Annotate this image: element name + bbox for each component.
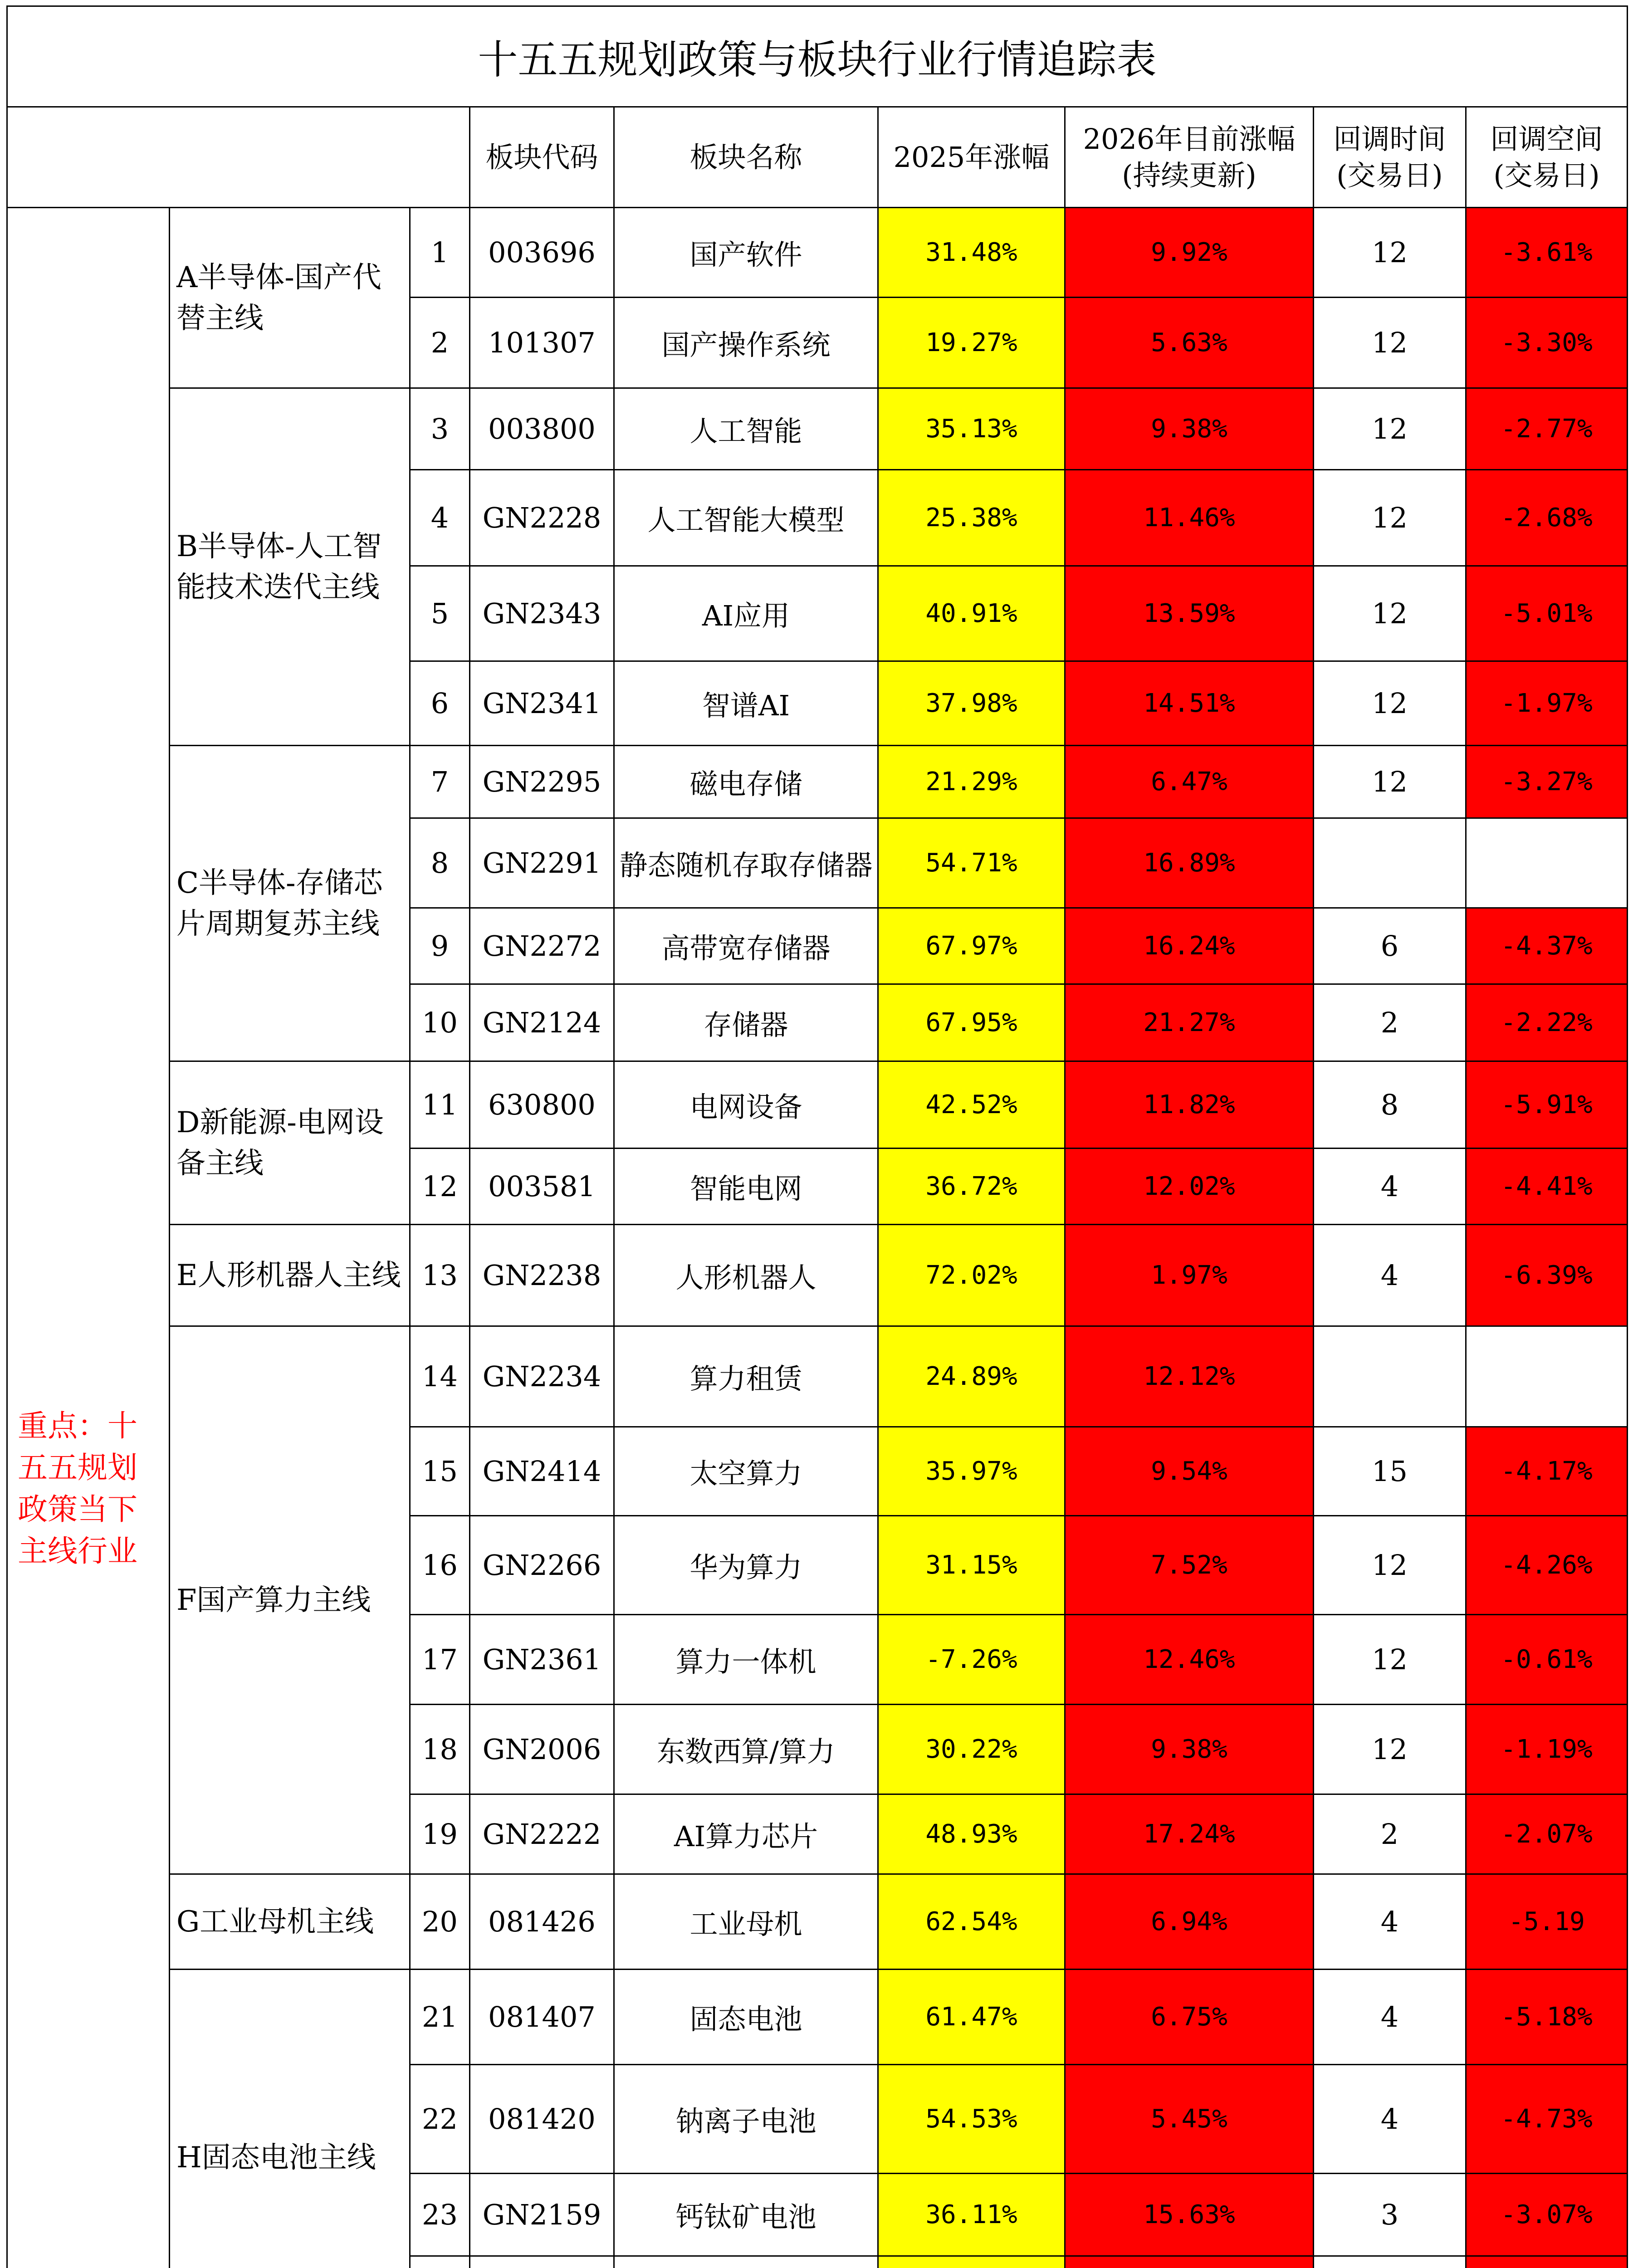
gain-2025: 42.52% [878,1061,1065,1149]
table-row [7,1061,1628,1149]
gain-2025 [878,2256,1065,2268]
pullback-space: -3.30% [1466,298,1628,388]
pullback-days: 8 [1314,1061,1466,1149]
pullback-days [1314,1326,1466,1427]
pullback-days: 4 [1314,1149,1466,1225]
pullback-days: 2 [1314,1794,1466,1874]
gain-2026: 11.82% [1065,1061,1314,1149]
pullback-space: -5.18% [1466,1970,1628,2065]
row-number: 22 [410,2065,470,2174]
gain-2025: 36.72% [878,1149,1065,1225]
section-label: C半导体-存储芯片周期复苏主线 [170,746,410,1061]
pullback-space: -2.07% [1466,1794,1628,1874]
board-name: 人工智能大模型 [614,470,878,566]
gain-2025: 30.22% [878,1705,1065,1794]
board-name: 算力一体机 [614,1615,878,1705]
board-code: GN2266 [470,1516,614,1615]
board-code: 101307 [470,298,614,388]
section-label: D新能源-电网设备主线 [170,1061,410,1225]
table-row [7,1225,1628,1326]
section-label: E人形机器人主线 [170,1225,410,1326]
gain-2026: 9.54% [1065,1427,1314,1516]
header-gain-2026 [1065,107,1314,208]
pullback-days: 2 [1314,984,1466,1061]
table-row [7,208,1628,298]
header-code: 板块代码 [470,107,614,208]
row-number: 21 [410,1970,470,2065]
gain-2025: 19.27% [878,298,1065,388]
board-code: GN2159 [470,2174,614,2256]
pullback-days [1314,818,1466,908]
pullback-days: 12 [1314,1516,1466,1615]
row-number: 23 [410,2174,470,2256]
board-name: 钠离子电池 [614,2065,878,2174]
row-number: 11 [410,1061,470,1149]
row-number: 6 [410,661,470,746]
board-name: 电网设备 [614,1061,878,1149]
board-name: 智能电网 [614,1149,878,1225]
gain-2026: 12.46% [1065,1615,1314,1705]
board-name: 磁电存储 [614,746,878,818]
header-pullback-space [1466,107,1628,208]
section-label: F国产算力主线 [170,1326,410,1874]
pullback-space: -4.26% [1466,1516,1628,1615]
board-code: GN2343 [470,566,614,661]
board-name: 固态电池 [614,1970,878,2065]
pullback-days: 4 [1314,1225,1466,1326]
gain-2026: 15.63% [1065,2174,1314,2256]
pullback-space: -2.68% [1466,470,1628,566]
header-blank [7,107,470,208]
gain-2026: 6.47% [1065,746,1314,818]
pullback-space: -4.73% [1466,2065,1628,2174]
table-row [7,1326,1628,1427]
gain-2026: 5.45% [1065,2065,1314,2174]
row-number: 5 [410,566,470,661]
gain-2025: -7.26% [878,1615,1065,1705]
gain-2025: 24.89% [878,1326,1065,1427]
board-code: GN2234 [470,1326,614,1427]
gain-2026: 9.38% [1065,388,1314,470]
board-code [470,2256,614,2268]
row-number: 2 [410,298,470,388]
gain-2026: 17.24% [1065,1794,1314,1874]
gain-2025: 67.95% [878,984,1065,1061]
pullback-days: 12 [1314,661,1466,746]
pullback-space: -0.61% [1466,1615,1628,1705]
gain-2025: 40.91% [878,566,1065,661]
pullback-space: -4.41% [1466,1149,1628,1225]
gain-2025: 37.98% [878,661,1065,746]
row-number: 7 [410,746,470,818]
header-pullback-space-line1: 回调空间 [1490,122,1603,156]
row-number: 4 [410,470,470,566]
board-code: 081420 [470,2065,614,2174]
row-number: 8 [410,818,470,908]
gain-2025: 54.53% [878,2065,1065,2174]
pullback-space [1466,818,1628,908]
board-code: GN2272 [470,908,614,984]
header-gain-2026-line1: 2026年目前涨幅 [1083,122,1296,156]
gain-2025: 21.29% [878,746,1065,818]
board-name: 静态随机存取存储器 [614,818,878,908]
gain-2026: 12.12% [1065,1326,1314,1427]
pullback-days: 12 [1314,1705,1466,1794]
board-name: 人工智能 [614,388,878,470]
gain-2026: 5.63% [1065,298,1314,388]
gain-2026: 9.92% [1065,208,1314,298]
header-pullback-time [1314,107,1466,208]
pullback-space: -4.17% [1466,1427,1628,1516]
pullback-days [1314,2256,1466,2268]
header-row [7,107,1628,208]
pullback-days: 12 [1314,298,1466,388]
board-name: 华为算力 [614,1516,878,1615]
pullback-space [1466,1326,1628,1427]
gain-2025: 54.71% [878,818,1065,908]
pullback-days: 12 [1314,1615,1466,1705]
gain-2026: 13.59% [1065,566,1314,661]
header-name: 板块名称 [614,107,878,208]
pullback-space [1466,2256,1628,2268]
section-label: G工业母机主线 [170,1874,410,1970]
gain-2025: 48.93% [878,1794,1065,1874]
board-code: GN2228 [470,470,614,566]
pullback-space: -1.19% [1466,1705,1628,1794]
row-number: 12 [410,1149,470,1225]
board-name: 人形机器人 [614,1225,878,1326]
gain-2026: 9.38% [1065,1705,1314,1794]
pullback-space: -3.07% [1466,2174,1628,2256]
board-code: 081407 [470,1970,614,2065]
board-name: 工业母机 [614,1874,878,1970]
pullback-days: 12 [1314,388,1466,470]
board-code: GN2341 [470,661,614,746]
table-title: 十五五规划政策与板块行业行情追踪表 [7,6,1628,107]
section-label: H固态电池主线 [170,1970,410,2268]
gain-2025: 35.97% [878,1427,1065,1516]
gain-2026: 7.52% [1065,1516,1314,1615]
table-row [7,388,1628,470]
gain-2025: 67.97% [878,908,1065,984]
board-name: 存储器 [614,984,878,1061]
gain-2025: 72.02% [878,1225,1065,1326]
row-number: 1 [410,208,470,298]
gain-2025: 35.13% [878,388,1065,470]
board-name: 高带宽存储器 [614,908,878,984]
row-number: 19 [410,1794,470,1874]
pullback-space: -5.91% [1466,1061,1628,1149]
board-name: 东数西算/算力 [614,1705,878,1794]
gain-2026: 16.89% [1065,818,1314,908]
board-name [614,2256,878,2268]
pullback-space: -2.22% [1466,984,1628,1061]
tracking-table [6,5,1628,2268]
header-pullback-space-line2: (交易日) [1493,158,1600,192]
board-code: GN2006 [470,1705,614,1794]
header-gain-2026-line2: (持续更新) [1122,158,1257,192]
header-pullback-time-line1: 回调时间 [1333,122,1446,156]
board-code: GN2222 [470,1794,614,1874]
row-number: 18 [410,1705,470,1794]
pullback-days: 4 [1314,1874,1466,1970]
pullback-days: 12 [1314,566,1466,661]
gain-2026: 11.46% [1065,470,1314,566]
gain-2026 [1065,2256,1314,2268]
board-code: GN2414 [470,1427,614,1516]
pullback-days: 12 [1314,208,1466,298]
row-number: 14 [410,1326,470,1427]
row-number: 9 [410,908,470,984]
tracking-table-sheet [6,5,1627,2268]
gain-2026: 12.02% [1065,1149,1314,1225]
row-number: 13 [410,1225,470,1326]
board-code: GN2361 [470,1615,614,1705]
gain-2025: 36.11% [878,2174,1065,2256]
pullback-space: -1.97% [1466,661,1628,746]
pullback-days: 3 [1314,2174,1466,2256]
pullback-days: 15 [1314,1427,1466,1516]
gain-2025: 31.15% [878,1516,1065,1615]
board-name: 国产软件 [614,208,878,298]
board-code: GN2291 [470,818,614,908]
table-row [7,1874,1628,1970]
gain-2025: 62.54% [878,1874,1065,1970]
gain-2026: 21.27% [1065,984,1314,1061]
row-number: 15 [410,1427,470,1516]
row-number: 10 [410,984,470,1061]
gain-2025: 25.38% [878,470,1065,566]
pullback-days: 4 [1314,1970,1466,2065]
pullback-days: 6 [1314,908,1466,984]
board-code: 003800 [470,388,614,470]
board-name: 钙钛矿电池 [614,2174,878,2256]
header-gain-2025: 2025年涨幅 [878,107,1065,208]
board-code: GN2124 [470,984,614,1061]
board-code: 630800 [470,1061,614,1149]
pullback-space: -4.37% [1466,908,1628,984]
board-code: GN2295 [470,746,614,818]
header-pullback-time-line2: (交易日) [1336,158,1443,192]
gain-2026: 14.51% [1065,661,1314,746]
pullback-days: 12 [1314,746,1466,818]
gain-2026: 6.75% [1065,1970,1314,2065]
board-name: AI应用 [614,566,878,661]
gain-2026: 6.94% [1065,1874,1314,1970]
board-code: GN2238 [470,1225,614,1326]
gain-2025: 31.48% [878,208,1065,298]
gain-2026: 16.24% [1065,908,1314,984]
pullback-space: -3.27% [1466,746,1628,818]
gain-2025: 61.47% [878,1970,1065,2065]
board-code: 003581 [470,1149,614,1225]
pullback-space: -3.61% [1466,208,1628,298]
board-name: AI算力芯片 [614,1794,878,1874]
row-number: 16 [410,1516,470,1615]
board-code: 081426 [470,1874,614,1970]
table-row [7,1970,1628,2065]
row-number [410,2256,470,2268]
pullback-days: 12 [1314,470,1466,566]
table-row [7,746,1628,818]
section-label: B半导体-人工智能技术迭代主线 [170,388,410,746]
board-name: 国产操作系统 [614,298,878,388]
pullback-space: -5.01% [1466,566,1628,661]
pullback-space: -5.19 [1466,1874,1628,1970]
row-number: 20 [410,1874,470,1970]
board-name: 算力租赁 [614,1326,878,1427]
section-label: A半导体-国产代替主线 [170,208,410,388]
pullback-space: -2.77% [1466,388,1628,470]
row-number: 17 [410,1615,470,1705]
board-code: 003696 [470,208,614,298]
board-name: 太空算力 [614,1427,878,1516]
pullback-days: 4 [1314,2065,1466,2174]
focus-label: 重点：十五五规划政策当下主线行业 [7,208,170,2268]
pullback-space: -6.39% [1466,1225,1628,1326]
board-name: 智谱AI [614,661,878,746]
gain-2026: 1.97% [1065,1225,1314,1326]
row-number: 3 [410,388,470,470]
